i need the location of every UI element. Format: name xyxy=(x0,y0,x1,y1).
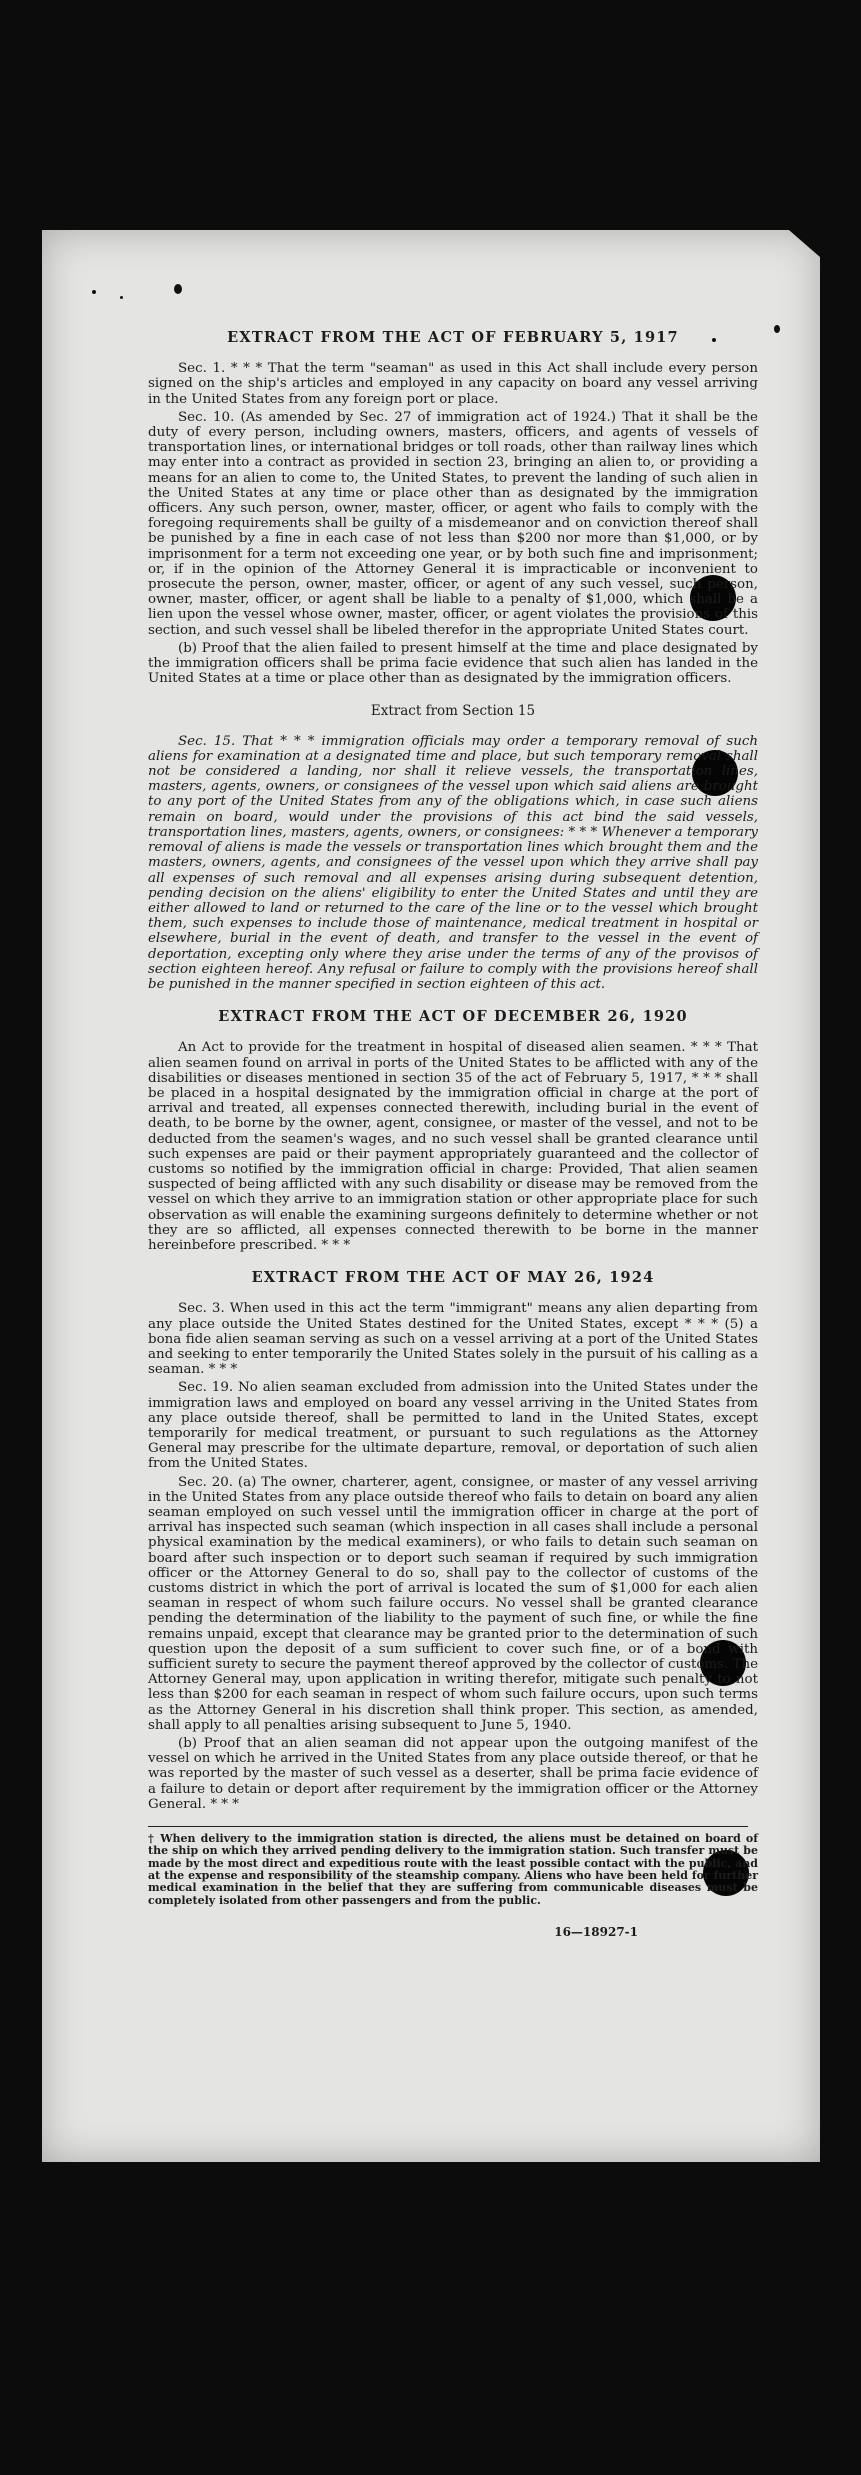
section-15: Sec. 15. That * * * immigration officials may order a temporary removal of such aliens for examination at a designated time and place, but such temporary removal shall not be considered a landing, nor shall it relieve vessels, the transportation lines, masters, agents, owners, or consignees of the vessel upon which said aliens are brought to any port of the United States from any of the obligations which, in case such aliens remain on board, would under the provisions of this act bind the said vessels, transportation lines, masters, agents, owners, or consignees: * * * Whenever a temporary removal of aliens is made the vessels or transportation lines which brought them and the masters, owners, agents, and consignees of the vessel upon which they arrive shall pay all expenses of such removal and all expenses arising during subsequent detention, pending decision on the aliens' eligibility to enter the United States and until they are either allowed to land or returned to the care of the line or to the vessel which brought them, such expenses to include those of maintenance, medical treatment in hospital or elsewhere, burial in the event of death, and transfer to the vessel in the event of deportation, excepting only where they arise under the terms of any of the provisos of section eighteen hereof. Any refusal or failure to comply with the provisions hereof shall be punished in the manner specified in section eighteen of this act. xyxy=(148,733,758,992)
document-text xyxy=(148,330,758,1940)
section-20-b: (b) Proof that an alien seaman did not appear upon the outgoing manifest of the vessel on which he arrived in the United States from any place outside thereof, or that he was reported by the master of such vessel as a deserter, shall be prima facie evidence of a failure to detain or deport after requirement by the immigration officer or the Attorney General. * * * xyxy=(148,1736,758,1812)
heading-act-1917: EXTRACT FROM THE ACT OF FEBRUARY 5, 1917 xyxy=(227,329,679,346)
footnote-divider xyxy=(148,1826,748,1827)
act-1920-text: An Act to provide for the treatment in hospital of diseased alien seamen. * * * That alien seamen found on arrival in ports of the United States to be afflicted with any of the disabilities or diseases mentioned in section 35 of the act of February 5, 1917, * * * shall be placed in a hospital designated by the immigration official in charge at the port of arrival and treated, all expenses connected therewith, including burial in the event of death, to be borne by the owner, agent, consignee, or master of the vessel, and not to be deducted from the seamen's wages, and no such vessel shall be granted clearance until such expenses are paid or their payment appropriately guaranteed and the collector of customs so notified by the immigration official in charge: Provided, That alien seamen suspected of being afflicted with any such disability or disease may be removed from the vessel on which they arrive to an immigration station or other appropriate place for such observation as will enable the examining surgeons definitely to determine whether or not they are so afflicted, all expenses connected therewith to be borne in the manner hereinbefore prescribed. * * * xyxy=(148,1040,758,1253)
section-1: Sec. 1. * * * That the term "seaman" as used in this Act shall include every person signed on the ship's articles and employed in any capacity on board any vessel arriving in the United States from any foreign port or place. xyxy=(148,361,758,407)
section-10-b: (b) Proof that the alien failed to present himself at the time and place designated by the immigration officers shall be prima facie evidence that such alien has landed in the United States at a time or place other than as designated by the immigration officers. xyxy=(148,640,758,687)
ink-speck xyxy=(120,296,123,299)
ink-speck xyxy=(774,325,780,333)
section-10: Sec. 10. (As amended by Sec. 27 of immigration act of 1924.) That it shall be the duty of every person, including owners, masters, officers, and agents of vessels of transportation lines, or international bridges or toll roads, other than railway lines which may enter into a contract as provided in section 23, bringing an alien to, or providing a means for an alien to come to, the United States, to prevent the landing of such alien in the United States at any time or place other than as designated by the immigration officers. Any such person, owner, master, officer, or agent who fails to comply with the foregoing requirements shall be guilty of a misdemeanor and on conviction thereof shall be punished by a fine in each case of not less than $200 nor more than $1,000, or by imprisonment for a term not exceeding one year, or by both such fine and imprisonment; or, if in the opinion of the Attorney General it is impracticable or inconvenient to prosecute the person, owner, master, officer, or agent of any such vessel, such person, owner, master, officer, or agent shall be liable to a penalty of $1,000, which shall be a lien upon the vessel whose owner, master, officer, or agent violates the provisions of this section, and such vessel shall be libeled therefor in the appropriate United States court. xyxy=(148,409,758,638)
footnote xyxy=(148,1833,758,1907)
heading-act-1920: EXTRACT FROM THE ACT OF DECEMBER 26, 1920 xyxy=(218,1008,688,1026)
footnote-text: † When delivery to the immigration station is directed, the aliens must be detained on board of the ship on which they arrived pending delivery to the immigration station. Such transfer must be made by the most direct and expeditious route with the least possible contact with the public, and at the expense and responsibility of the steamship company. Aliens who have been held for further medical examination in the belief that they are suffering from communicable diseases must be completely isolated from other passengers and from the public. xyxy=(148,1832,758,1907)
section-20-a: Sec. 20. (a) The owner, charterer, agent, consignee, or master of any vessel arriving in the United States from any place outside thereof who fails to detain on board any alien seaman employed on such vessel until the immigration officer in charge at the port of arrival has inspected such seaman (which inspection in all cases shall include a personal physical examination by the medical examiners), or who fails to detain such seaman on board after such inspection or to deport such seaman if required by such immigration officer or the Attorney General to do so, shall pay to the collector of customs of the customs district in which the port of arrival is located the sum of $1,000 for each alien seaman in respect of whom such failure occurs. No vessel shall be granted clearance pending the determination of the liability to the payment of such fine, or while the fine remains unpaid, except that clearance may be granted prior to the determination of such question upon the deposit of a sum sufficient to cover such fine, or of a bond with sufficient surety to secure the payment thereof approved by the collector of customs. The Attorney General may, upon application in writing therefor, mitigate such penalty to not less than $200 for each seaman in respect of whom such failure occurs, upon such terms as the Attorney General in his discretion shall think proper. This section, as amended, shall apply to all penalties arising subsequent to June 5, 1940. xyxy=(148,1474,758,1733)
heading-section-15: Extract from Section 15 xyxy=(370,703,536,720)
section-3: Sec. 3. When used in this act the term "immigrant" means any alien departing from any place outside the United States destined for the United States, except * * * (5) a bona fide alien seaman serving as such on a vessel arriving at a port of the United States and seeking to enter temporarily the United States solely in the pursuit of his calling as a seaman. * * * xyxy=(148,1301,758,1378)
form-number: 16—18927-1 xyxy=(554,1924,638,1939)
section-19: Sec. 19. No alien seaman excluded from admission into the United States under the immigration laws and employed on board any vessel arriving in the United States from any place outside thereof, shall be permitted to land in the United States, except temporarily for medical treatment, or pursuant to such regulations as the Attorney General may prescribe for the ultimate departure, removal, or deportation of such alien from the United States. xyxy=(148,1380,758,1472)
heading-act-1924: EXTRACT FROM THE ACT OF MAY 26, 1924 xyxy=(251,1269,655,1287)
ink-speck xyxy=(92,290,96,294)
ink-speck xyxy=(174,284,182,294)
